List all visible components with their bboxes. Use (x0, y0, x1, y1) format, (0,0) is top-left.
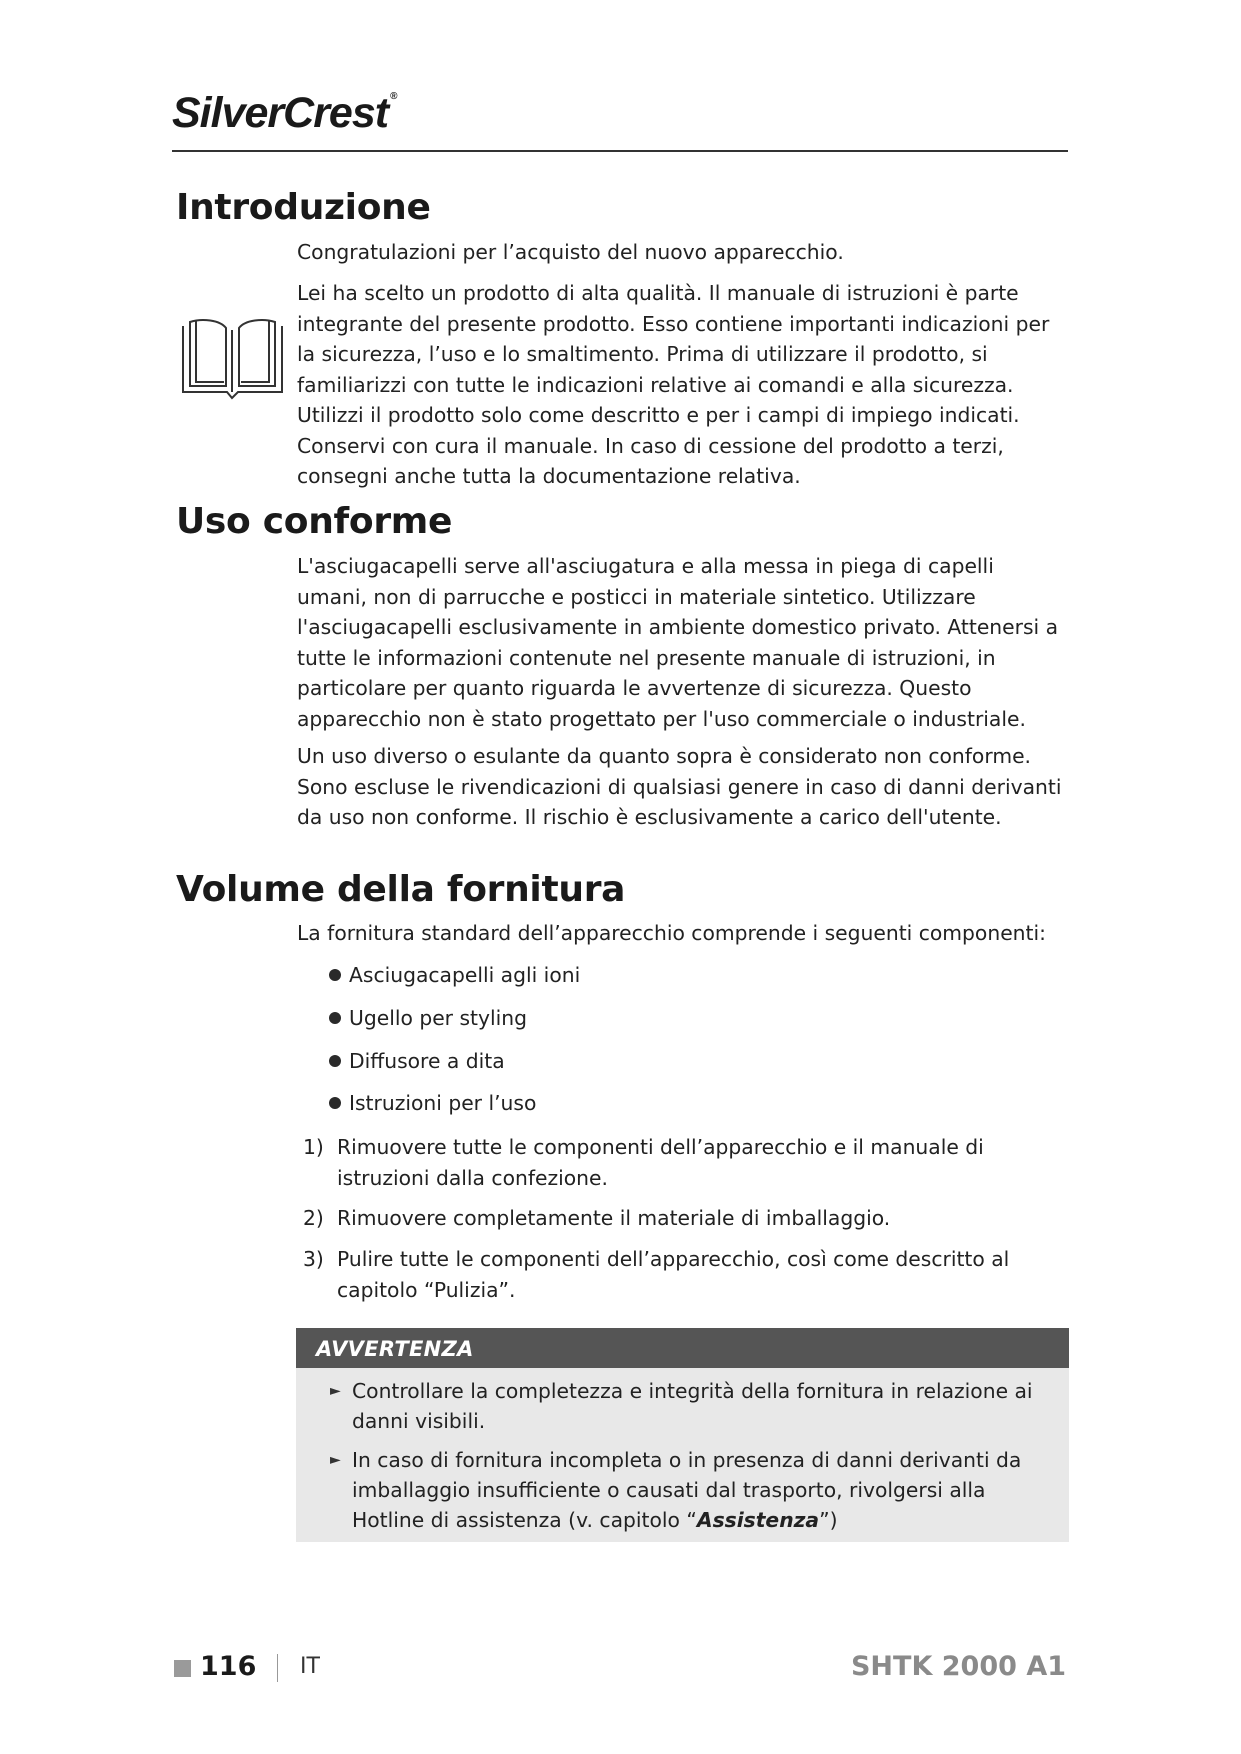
arrow-right-icon: ► (330, 1383, 341, 1399)
bullet-dot-icon (329, 1055, 341, 1067)
bullet-dot-icon (329, 1012, 341, 1024)
brand-logo: SilverCrest ® (172, 89, 397, 137)
footer-divider (277, 1654, 278, 1682)
intro-paragraph-1: Congratulazioni per l’acquisto del nuovo apparecchio. (297, 240, 844, 264)
model-number: SHTK 2000 A1 (850, 1651, 1066, 1682)
warning-box (296, 1328, 1069, 1542)
list-item: Diffusore a dita (329, 1046, 505, 1076)
bullet-dot-icon (329, 969, 341, 981)
heading-introduzione: Introduzione (176, 187, 431, 228)
page-number: 116 (200, 1651, 257, 1682)
warning-item: ► In caso di fornitura incompleta o in presenza di danni derivanti da imballaggio insufficiente o causati dal trasporto, rivolgersi alla Hotline di assistenza (v. capitolo “Assistenza”) (332, 1445, 1052, 1535)
heading-uso-conforme: Uso conforme (176, 501, 453, 542)
header-rule (172, 150, 1068, 152)
volume-intro: La fornitura standard dell’apparecchio comprende i seguenti componenti: (297, 921, 1046, 945)
bullet-dot-icon (329, 1097, 341, 1109)
list-item: Ugello per styling (329, 1003, 527, 1033)
language-code: IT (300, 1654, 320, 1679)
warning-title: AVVERTENZA (296, 1328, 1069, 1368)
heading-volume-fornitura: Volume della fornitura (176, 869, 626, 910)
intro-paragraph-2: Lei ha scelto un prodotto di alta qualità. Il manuale di istruzioni è parte integrante del presente prodotto. Esso contiene importanti indicazioni per la sicurezza, l’uso e lo smaltimento. Prima di utilizzare il prodotto, si familiarizzi con tutte le indicazioni relative ai comandi e alla sicurezza. Utilizzi il prodotto solo come descritto e per i campi di impiego indicati. Conservi con cura il manuale. In caso di cessione del prodotto a terzi, consegni anche tutta la documentazione relativa. (297, 281, 1050, 488)
uso-paragraph-2: Un uso diverso o esulante da quanto sopra è considerato non conforme. Sono escluse le rivendicazioni di qualsiasi genere in caso di danni derivanti da uso non conforme. Il rischio è esclusivamente a carico dell'utente. (297, 744, 1062, 829)
list-item: Istruzioni per l’uso (329, 1088, 536, 1118)
warning-item: ► Controllare la completezza e integrità della fornitura in relazione ai danni visibili. (332, 1376, 1052, 1436)
step-item: 3) Pulire tutte le componenti dell’apparecchio, così come descritto al capitolo “Pulizia”. (303, 1247, 1010, 1302)
arrow-right-icon: ► (330, 1452, 341, 1468)
step-item: 1) Rimuovere tutte le componenti dell’apparecchio e il manuale di istruzioni dalla confezione. (303, 1135, 984, 1190)
manual-book-icon (180, 312, 285, 402)
list-item: Asciugacapelli agli ioni (329, 960, 580, 990)
page-marker-square (174, 1660, 191, 1677)
step-item: 2) Rimuovere completamente il materiale di imballaggio. (303, 1206, 891, 1230)
uso-paragraph-1: L'asciugacapelli serve all'asciugatura e alla messa in piega di capelli umani, non di parrucche e posticci in materiale sintetico. Utilizzare l'asciugacapelli esclusivamente in ambiente domestico privato. Attenersi a tutte le informazioni contenute nel presente manuale di istruzioni, in particolare per quanto riguarda le avvertenze di sicurezza. Questo apparecchio non è stato progettato per l'uso commerciale o industriale. (297, 554, 1059, 731)
